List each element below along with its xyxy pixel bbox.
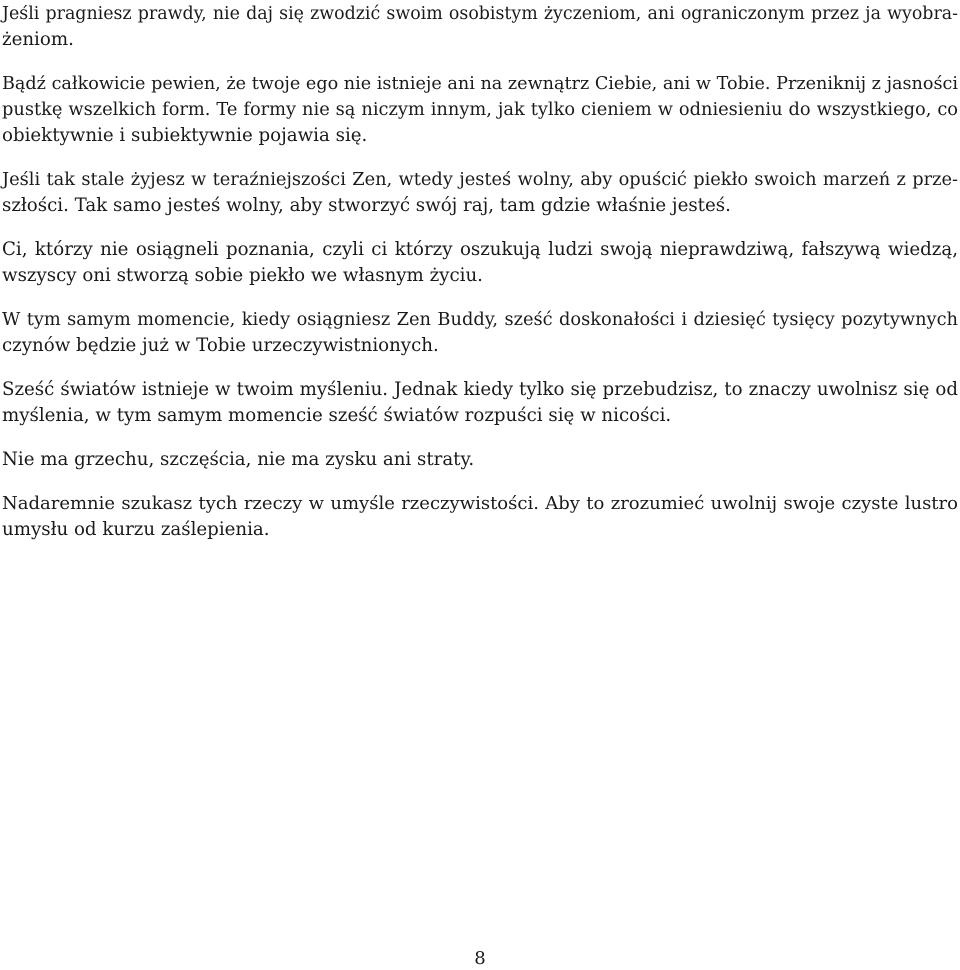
text-line: Sześć światów istnieje w twoim myśleniu. Jednak kiedy tylko się przebudzisz, to znaczy uwolnisz się od (2, 379, 958, 400)
text-line: Nadaremnie szukasz tych rzeczy w umyśle rzeczywistości. Aby to zrozumieć uwolnij swoje czyste lustro (2, 493, 958, 514)
body-text (2, 1, 958, 561)
text-line: Jeśli tak stale żyjesz w teraźniejszości Zen, wtedy jesteś wolny, aby opuścić piekło swoich marzeń z prze- (2, 169, 958, 190)
text-line: wszyscy oni stworzą sobie piekło we własnym życiu. (2, 265, 483, 286)
text-line: myślenia, w tym samym momencie sześć światów rozpuści się w nicości. (2, 405, 672, 426)
text-line: żeniom. (2, 29, 74, 50)
paragraph-5 (2, 307, 958, 359)
paragraph-3 (2, 167, 958, 219)
paragraph-4 (2, 237, 958, 289)
text-line: Bądź całkowicie pewien, że twoje ego nie istnieje ani na zewnątrz Ciebie, ani w Tobie. Przeniknij z jasności (2, 74, 958, 94)
page-number: 8 (474, 948, 486, 969)
text-line: umysłu od kurzu zaślepienia. (2, 519, 270, 540)
paragraph-6 (2, 377, 958, 429)
paragraph-1 (2, 1, 958, 53)
paragraph-2 (2, 71, 958, 149)
text-line: czynów będzie już w Tobie urzeczywistnionych. (2, 335, 439, 356)
text-line: W tym samym momencie, kiedy osiągniesz Zen Buddy, sześć doskonałości i dziesięć tysięcy pozytywnych (2, 309, 958, 330)
paragraph-8 (2, 491, 958, 543)
text-line: obiektywnie i subiektywnie pojawia się. (2, 125, 368, 146)
text-line: szłości. Tak samo jesteś wolny, aby stworzyć swój raj, tam gdzie właśnie jesteś. (2, 195, 731, 216)
text-line: Jeśli pragniesz prawdy, nie daj się zwodzić swoim osobistym życzeniom, ani ograniczonym przez ja wyobra- (2, 4, 958, 24)
text-line: Ci, którzy nie osiągneli poznania, czyli ci którzy oszukują ludzi swoją nieprawdziwą, fałszywą wiedzą, (2, 239, 958, 260)
paragraph-7 (2, 447, 958, 473)
text-line: Nie ma grzechu, szczęścia, nie ma zysku ani straty. (2, 449, 475, 470)
text-line: pustkę wszelkich form. Te formy nie są niczym innym, jak tylko cieniem w odniesieniu do wszystkiego, co (2, 99, 958, 120)
